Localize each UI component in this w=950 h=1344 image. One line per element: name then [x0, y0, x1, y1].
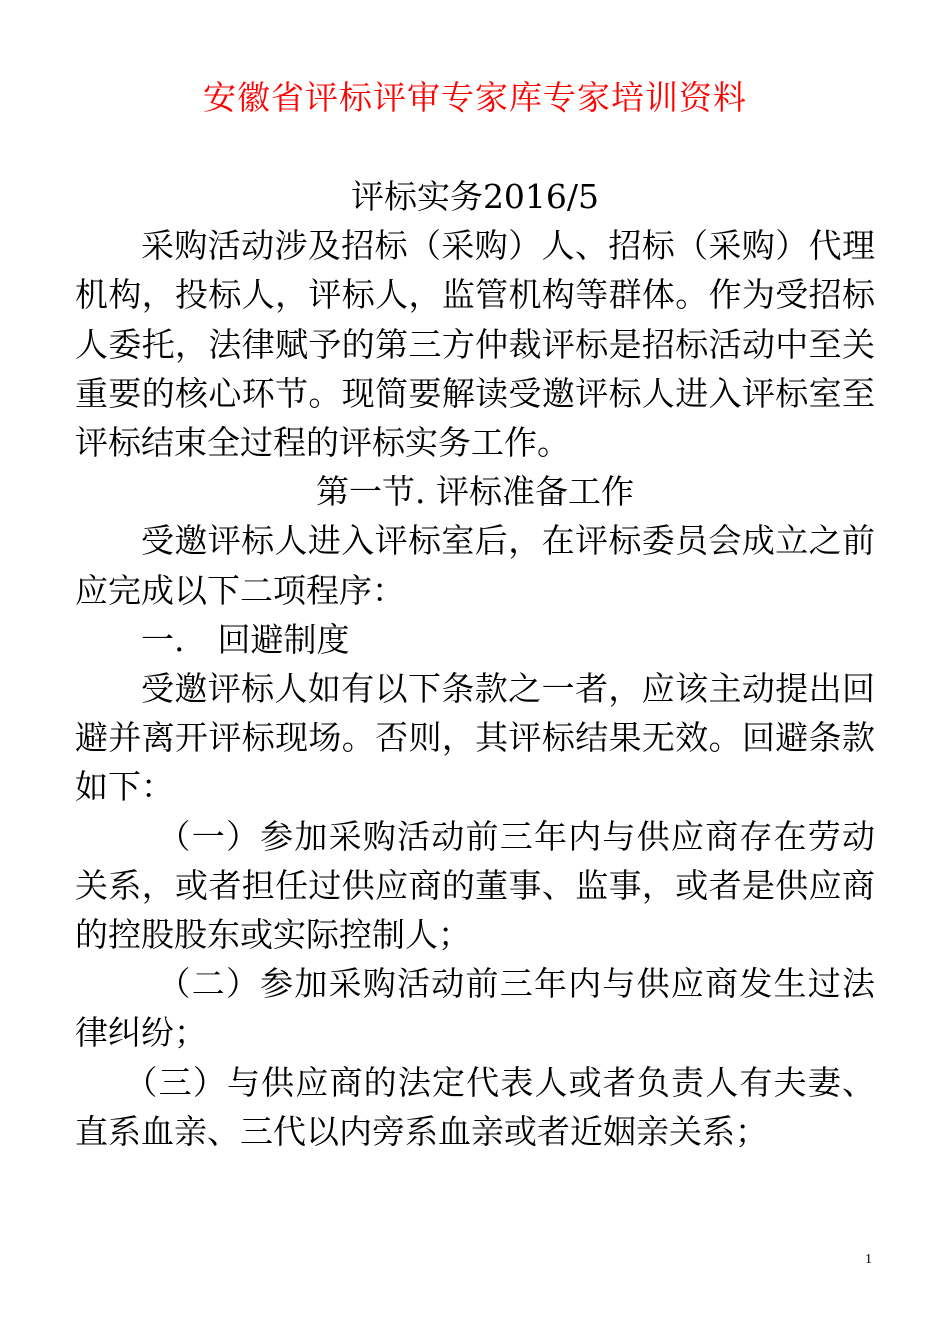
item-heading: 一. 回避制度: [141, 619, 350, 659]
clause-1: （一）参加采购活动前三年内与供应商存在劳动关系，或者担任过供应商的董事、监事，或者是供应商的控股股东或实际控制人；: [75, 816, 875, 955]
section-heading: 第一节. 评标准备工作: [316, 472, 634, 512]
section-intro-paragraph: 受邀评标人进入评标室后，在评标委员会成立之前应完成以下二项程序：: [75, 521, 875, 610]
item-intro-paragraph: 受邀评标人如有以下条款之一者，应该主动提出回避并离开评标现场。否则，其评标结果无效。回避条款如下：: [75, 669, 875, 807]
page-number: 1: [865, 1252, 872, 1267]
clause-3: （三）与供应商的法定代表人或者负责人有夫妻、直系血亲、三代以内旁系血亲或者近姻亲关系；: [75, 1062, 875, 1151]
document-body: [75, 172, 875, 1156]
document-title: 安徽省评标评审专家库专家培训资料: [203, 78, 747, 117]
intro-paragraph: 采购活动涉及招标（采购）人、招标（采购）代理机构，投标人，评标人，监管机构等群体。作为受招标人委托，法律赋予的第三方仲裁评标是招标活动中至关重要的核心环节。现简要解读受邀评标人进入评标室至评标结束全过程的评标实务工作。: [75, 226, 875, 463]
clause-2: （二）参加采购活动前三年内与供应商发生过法律纠纷；: [75, 964, 875, 1053]
document-subtitle: 评标实务2016/5: [350, 177, 600, 216]
